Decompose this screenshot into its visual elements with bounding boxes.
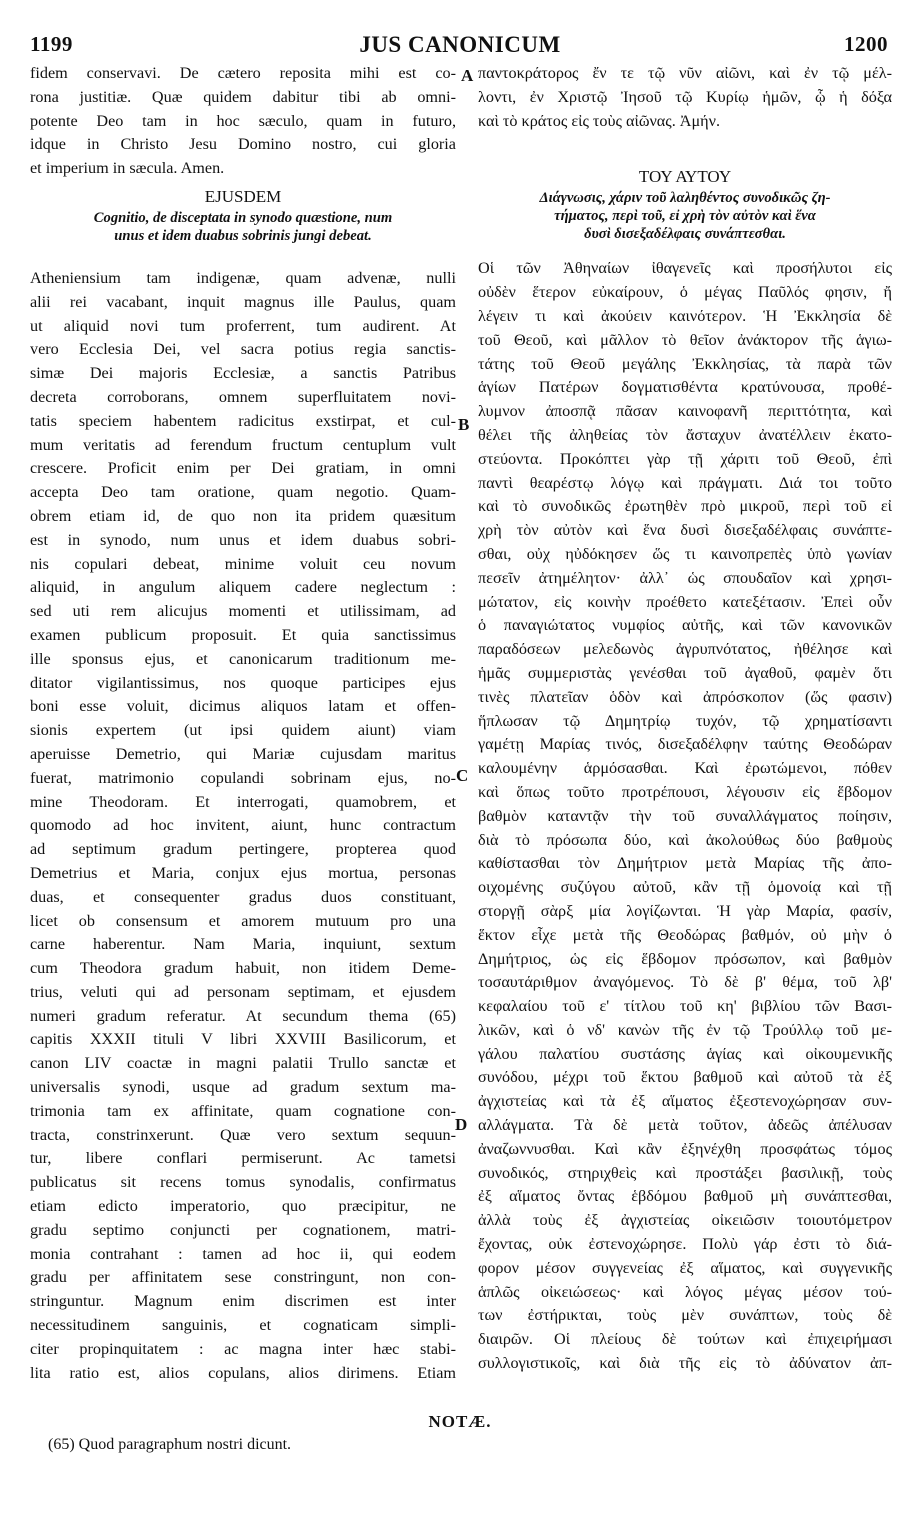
running-title: JUS CANONICUM [359, 32, 561, 57]
text-line: λυμνον ἀποσπᾷ πᾶσαν καινοφανῆ περιττότητα, καὶ [478, 402, 892, 421]
text-line: κεφαλαίου τοῦ ε' τίτλου τοῦ κη' βιβλίου τῶν Βασι- [478, 997, 892, 1016]
text-line: tatis speciem habentem radicitus exstirpat, et cul- [30, 411, 456, 430]
text-line: est in synodo, num unus et idem duabus sobri- [30, 530, 456, 549]
text-line: λοντι, ἐν Χριστῷ Ἰησοῦ τῷ Κυρίῳ ἡμῶν, ᾧ ἡ δόξα [478, 87, 892, 106]
text-line: διὰ τὸ πρόσωπα δύο, καὶ ἀκολούθως δύο βαθμοὺς [478, 830, 892, 849]
text-line: unus et idem duabus sobrinis jungi debeat. [114, 227, 372, 244]
text-line: publicatus sit recens tomus synodalis, confirmatus [30, 1173, 456, 1192]
text-line: sionis expertem (ut ipsi quidem aiunt) viam [30, 721, 456, 740]
text-line: canon LIV coactæ in magni palatii Trullo sanctæ et [30, 1054, 456, 1073]
text-line: ἁγίων Πατέρων δογματισθέντα κρατύνουσα, προθέ- [478, 378, 892, 397]
text-line: monia contrahant : tamen ad hoc ii, qui eodem [30, 1244, 456, 1263]
text-line: obrem etiam id, de quo non ita pridem quæsitum [30, 506, 456, 525]
text-line: ἕκτον εἶχε μετὰ τῆς Θεοδώρας βαθμόν, οὐ μὴν ὁ [478, 925, 892, 944]
text-line: tur, libere conflari permiserunt. Ac tametsi [30, 1149, 456, 1168]
text-line: boni esse voluit, dicimus aliquos latam et offen- [30, 697, 456, 716]
text-line: συνόδου, μέχρι τοῦ ἕκτου βαθμοῦ καὶ αὐτοῦ τὰ ἐξ [478, 1068, 892, 1087]
text-line: ille sponsus ejus, et canonicarum traditionum me- [30, 649, 456, 668]
text-line: ἁπλῶς οἰκειώσεως· καὶ λόγος μέγας μέσον τού- [478, 1282, 892, 1301]
text-line: trius, veluti qui ad personam septimam, et ejusdem [30, 982, 456, 1001]
text-line: ἡμᾶς συμμεριστὰς γενέσθαι τοῦ ἀγαθοῦ, φαμὲν ὅτι [478, 663, 892, 682]
text-line: stringuntur. Magnum enim discrimen est inter [30, 1292, 456, 1311]
text-line: sed uti rem alicujus momenti et utilissimam, ad [30, 602, 456, 621]
text-line: numeri gradum referatur. At secundum thema (65) [30, 1006, 456, 1025]
text-line: λέγειν τι καὶ ἀκούειν καινότερον. Ἡ Ἐκκλησία δὲ [478, 306, 892, 325]
text-line: Οἱ τῶν Ἀθηναίων ἰθαγενεῖς καὶ προσήλυτοι εἰς [478, 259, 892, 278]
text-line: quomodo ad hoc invitent, aiunt, hunc contractum [30, 816, 456, 835]
text-line: βαθμὸν καταντᾷν τὴν τοῦ συναλλάγματος ποίησιν, [478, 806, 892, 825]
text-line: aperuisse Demetrio, qui Mariæ cujusdam maritus [30, 744, 456, 763]
text-line: Demetrius et Maria, conjux ejus mortua, personas [30, 863, 456, 882]
text-line: Cognitio, de disceptata in synodo quæstione, num [93, 209, 393, 226]
text-line: vero Ecclesia Dei, vel sacra potius regia sanctis- [30, 340, 456, 359]
text-line: mine Theodoram. Et interrogati, quamobrem, et [30, 792, 456, 811]
text-line: σθαι, οὐχ ηὐδόκησεν ὥς τι καινοπρεπὲς ὑπὸ γωνίαν [478, 544, 892, 563]
text-line: cum Theodora gradum habuit, non itidem Deme- [30, 959, 456, 978]
text-line: simæ Dei majoris Ecclesiæ, a sanctis Patribus [30, 364, 456, 383]
text-line: συνοδικός, στηριχθεὶς καὶ προστάξει βασιλικῇ, τοὺς [478, 1163, 892, 1182]
text-line: λικῶν, καὶ ὁ νδ' κανὼν τῆς ἐν τῷ Τρούλλῳ τοῦ με- [478, 1020, 892, 1039]
text-line: παραδόσεων μελεδωνὸς ἀγρυπνότατος, ἠθέλησε καὶ [478, 640, 892, 659]
text-line: Διάγνωσις, χάριν τοῦ λαληθέντος συνοδικῶς ζη- [539, 190, 831, 207]
text-line: ditator vigilantissimus, nos quoque participes ejus [30, 673, 456, 692]
text-line: τινὲς πλατεῖαν ὁδὸν καὶ ἀπρόσκοπον (ὥς φασιν) [478, 687, 892, 706]
text-line: alii rei vacabant, inquit magnus ille Paulus, quam [30, 292, 456, 311]
margin-letter-a: A [461, 66, 474, 85]
text-line: examen publicum proposuit. Et quia sanctissimus [30, 625, 456, 644]
right-page-number: 1200 [844, 32, 888, 56]
text-line: gradu septimo conjuncti per cognationem, matri- [30, 1220, 456, 1239]
text-line: χρὴ τὸν αὐτὸν καὶ ἕνα δυσὶ δισεξαδέλφαις συνάπτε- [478, 521, 892, 540]
text-line: capitis XXXII tituli V libri XXVIII Basilicorum, et [30, 1030, 456, 1049]
margin-letter-d: D [455, 1115, 468, 1134]
text-line: γαμέτῃ Μαρίας τινός, δισεξαδέλφην ταύτης Θεοδώραν [478, 735, 892, 754]
text-line: στοργῇ σὰρξ μία λογίζωνται. Ἡ γὰρ Μαρία, φασίν, [478, 901, 892, 920]
left-page-number: 1199 [30, 32, 73, 56]
greek-section-subheading [478, 189, 892, 243]
text-line: γάλου παλατίου συστάσης ἁγίας καὶ οἰκουμενικῆς [478, 1044, 892, 1063]
text-line: accepta Deo tam oratione, quam negotio. Quam- [30, 483, 456, 502]
text-line: καὶ τὸ συνοδικῶς ἐρωτηθὲν πρὸ μικροῦ, περὶ τοῦ εἰ [478, 497, 892, 516]
text-line: διαιρῶν. Οἱ πλείους δὲ τούτων καὶ ἐπιχειρήμασι [478, 1330, 892, 1349]
text-line: universalis synodi, usque ad gradum sextum ma- [30, 1078, 456, 1097]
text-line: συλλογιστικοῖς, καὶ διὰ τῆς εἰς τὸ ἀδύνατον ἀπ- [478, 1354, 892, 1373]
footnote: (65) Quod paragraphum nostri dicunt. [48, 1436, 292, 1453]
text-line: gradu per affinitatem sese constringunt, non con- [30, 1268, 456, 1287]
text-line: mum veritatis ad ferendum fructum centuplum vult [30, 435, 456, 454]
text-line: καὶ ὅπως τοῦτο προτρέπουσι, λέγουσιν εἰς ἕβδομον [478, 782, 892, 801]
text-line: decreta corroborans, omnem superfluitatem novi- [30, 387, 456, 406]
text-line: ἀγχιστείας καὶ τὰ ἐξ αἵματος ἐξεστενοχώρησαν συν- [478, 1092, 892, 1111]
text-line: idque in Christo Jesu Domino nostro, cui gloria [30, 135, 456, 154]
text-line: necessitudinem sanguinis, et cognaticam simpli- [30, 1316, 456, 1335]
text-line: στεύοντα. Προκόπτει γὰρ τῇ χάριτι τοῦ Θεοῦ, ἐπὶ [478, 449, 892, 468]
text-line: τάτης τοῦ Θεοῦ μεγάλης Ἐκκλησίας, τὰ παρὰ τῶν [478, 354, 892, 373]
text-line: φορον μέσον συγγενείας ἐξ αἵματος, καὶ συγγενικῆς [478, 1258, 892, 1277]
text-line: ἀναζωννυσθαι. Καὶ κἂν ἐξηνέχθη προσφάτως τόμος [478, 1139, 892, 1158]
latin-intro-paragraph [30, 62, 456, 181]
text-line: πεσεῖν ἀτημέλητον· ἀλλ᾽ ὡς σπουδαῖον καὶ χρησι- [478, 568, 892, 587]
text-line: παντοκράτορος ἔν τε τῷ νῦν αἰῶνι, καὶ ἐν τῷ μέλ- [478, 64, 892, 82]
margin-letter-b: B [458, 415, 470, 434]
text-line: καὶ τὸ κράτος εἰς τοὺς αἰῶνας. Ἀμήν. [478, 111, 720, 130]
text-line: ἀλλὰ τοὺς ἐξ ἀγχιστείας οἰκειῶσιν τοιουτόμετρον [478, 1211, 892, 1230]
text-line: καλουμένην ἁρμόσασθαι. Καὶ ἐρωτώμενοι, πόθεν [478, 759, 892, 778]
text-line: ut aliquid novi tum proferrent, tum audirent. At [30, 316, 456, 335]
latin-column [30, 62, 456, 1385]
text-line: δυσὶ δισεξαδέλφαις συνάπτεσθαι. [584, 226, 786, 243]
greek-body-text [478, 257, 892, 1375]
text-line: τοσαυτάριθμον ἀναγόμενος. Τὸ δὲ β' θέμα, τοῦ λβ' [478, 973, 892, 992]
text-line: Atheniensium tam indigenæ, quam advenæ, nulli [30, 268, 456, 287]
notes-heading: NOTÆ. [428, 1412, 492, 1431]
text-line: αλλάγματα. Τὰ δὲ μετὰ τοῦτον, ἀδεῶς ἀπέλυσαν [478, 1116, 892, 1135]
text-line: crescere. Proficit enim per Dei gratiam, in omni [30, 459, 456, 478]
text-line: licet ob consensum et amorem mutuum pro una [30, 911, 456, 930]
text-line: citer propinquitatem : ac magna inter hæc stabi- [30, 1339, 456, 1358]
text-line: duas, et consequenter gradus duos constituant, [30, 887, 456, 906]
text-line: rona justitiæ. Quæ quidem dabitur tibi ab omni- [30, 87, 456, 106]
text-line: των ἐστήρικται, τοὺς μὲν συνάπτων, τοὺς δὲ [478, 1306, 892, 1325]
text-line: aliquid, in angulum aliquem cadere neglectum : [30, 578, 456, 597]
text-line: τοῦ Θεοῦ, καὶ μᾶλλον τὸ θεῖον ἀνάκτορον τῆς ἁγιω- [478, 330, 892, 349]
text-line: etiam edicto imperatorio, quo præcipitur, ne [30, 1197, 456, 1216]
text-line: et imperium in sæcula. Amen. [30, 159, 225, 178]
text-line: οὐδὲν ἕτερον εὐκαίρουν, ὁ μέγας Παῦλός φησιν, ἤ [478, 283, 892, 302]
text-line: ἥπλωσαν τῷ Δημητρίῳ τυχόν, τῷ χρηματίσαντι [478, 711, 892, 730]
latin-section-heading: EJUSDEM [204, 186, 282, 206]
margin-letter-c: C [456, 766, 469, 785]
text-line: ὁ παναγιώτατος νυμφίος αὐτῆς, καὶ τῶν κανονικῶν [478, 616, 892, 635]
greek-section-heading: ΤΟΥ ΑΥΤΟΥ [638, 167, 732, 187]
text-line: fuerat, matrimonio copulandi sobrinam ejus, no- [30, 768, 456, 787]
text-line: nis copulari debeat, minime voluit ceu novum [30, 554, 456, 573]
text-line: Δημήτριος, ὡς εἰς ἕβδομον πρόσωπον, καὶ βαθμὸν [478, 949, 892, 968]
latin-section-subheading [30, 209, 456, 245]
text-line: τήματος, περὶ τοῦ, εἰ χρὴ τὸν αὐτὸν καὶ ἕνα [554, 208, 816, 225]
greek-intro-paragraph [478, 62, 892, 133]
text-line: potente Deo tam in hoc sæculo, quam in futuro, [30, 111, 456, 130]
text-line: carne haberentur. Nam Maria, inquiunt, sextum [30, 935, 456, 954]
text-line: ἐξ αἵματος ὄντας ἑβδόμου βαθμοῦ μὴ συνάπτεσθαι, [478, 1187, 892, 1206]
text-line: fidem conservavi. De cætero reposita mihi est co- [30, 64, 456, 82]
text-line: lita ratio est, alios copulans, alios dirimens. Etiam [30, 1363, 456, 1382]
text-line: καθίστασθαι τὸν Δημήτριον μετὰ Μαρίας τῆς ἀπο- [478, 854, 892, 873]
text-line: παντὶ θεαρέστῳ λόγῳ καὶ πράγματι. Διά τοι τοῦτο [478, 473, 892, 492]
text-line: trimonia tam ex affinitate, quam cognatione con- [30, 1101, 456, 1120]
greek-column [478, 62, 892, 1376]
text-line: οιχομένης συζύγου αὐτοῦ, κἂν τῇ ὁμονοίᾳ καὶ τῇ [478, 878, 892, 897]
text-line: ἔχοντας, οὐκ ἐστενοχώρησε. Πολὺ γάρ ἐστι τὸ διά- [478, 1235, 892, 1254]
text-line: μώτατον, εἰς κοινὴν προέθετο κατεξέτασιν. Ἐπεὶ οὖν [478, 592, 892, 611]
latin-body-text [30, 267, 456, 1385]
text-line: ad septimum gradum pertingere, propterea quod [30, 840, 456, 859]
text-line: θέλει τῆς ἀληθείας τὸν ἄσταχυν ἀνατέλλειν ἑκατο- [478, 425, 892, 444]
text-line: tracta, constrinxerunt. Quæ vero sextum sequun- [30, 1125, 456, 1144]
